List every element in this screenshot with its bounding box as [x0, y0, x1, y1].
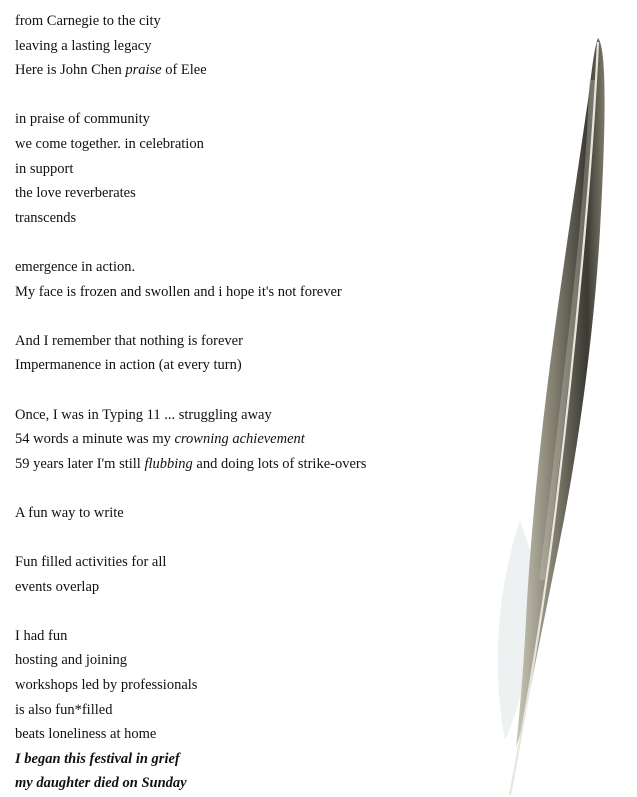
- line-text: A fun way to write: [15, 504, 124, 521]
- poem-line: [15, 722, 485, 747]
- line-text: emergence in action.: [15, 258, 136, 275]
- poem-line: [15, 624, 485, 649]
- line-text: beats loneliness at home: [15, 726, 157, 743]
- poem-line: [15, 771, 485, 796]
- line-text: Fun filled activities for all: [15, 554, 167, 571]
- line-text: and doing lots of strike-overs: [192, 455, 367, 472]
- poem-line: [15, 550, 485, 575]
- line-text: Here is John Chen: [15, 62, 126, 79]
- line-text: is also fun*filled: [15, 701, 113, 718]
- poem-line: [15, 107, 485, 132]
- emphasized-text: I began this festival in grief: [15, 750, 180, 767]
- poem-line: [15, 280, 485, 305]
- line-text: Once, I was in Typing 11 ... struggling away: [15, 406, 272, 423]
- poem-line: [15, 255, 485, 280]
- stanza-break: [15, 525, 485, 550]
- line-text: we come together. in celebration: [15, 135, 204, 152]
- emphasized-text: my daughter died on Sunday: [15, 775, 187, 792]
- line-text: leaving a lasting legacy: [15, 37, 152, 54]
- poem-text: [15, 9, 485, 796]
- stanza-break: [15, 378, 485, 403]
- poem-line: [15, 501, 485, 526]
- stanza-break: [15, 83, 485, 108]
- line-text: 54 words a minute was my: [15, 431, 175, 448]
- poem-line: [15, 403, 485, 428]
- line-text: My face is frozen and swollen and i hope it's not forever: [15, 283, 342, 300]
- poem-line: [15, 157, 485, 182]
- stanza-break: [15, 599, 485, 624]
- stanza-break: [15, 304, 485, 329]
- emphasized-text: crowning achievement: [174, 431, 305, 448]
- line-text: 59 years later I'm still: [15, 455, 145, 472]
- line-text: in praise of community: [15, 111, 150, 128]
- line-text: And I remember that nothing is forever: [15, 332, 243, 349]
- stanza-break: [15, 476, 485, 501]
- line-text: in support: [15, 160, 74, 177]
- emphasized-text: flubbing: [144, 455, 193, 472]
- poem-line: [15, 181, 485, 206]
- feather-icon: [480, 20, 630, 795]
- poem-line: [15, 747, 485, 772]
- poem-line: [15, 673, 485, 698]
- stanza-break: [15, 230, 485, 255]
- poem-line: [15, 452, 485, 477]
- line-text: of Elee: [161, 62, 207, 79]
- poem-line: [15, 34, 485, 59]
- poem-line: [15, 648, 485, 673]
- poem-line: [15, 353, 485, 378]
- poem-line: [15, 575, 485, 600]
- line-text: events overlap: [15, 578, 100, 595]
- poem-line: [15, 58, 485, 83]
- line-text: from Carnegie to the city: [15, 13, 161, 29]
- line-text: hosting and joining: [15, 652, 127, 669]
- line-text: Impermanence in action (at every turn): [15, 357, 242, 374]
- poem-line: [15, 698, 485, 723]
- poem-line: [15, 329, 485, 354]
- poem-line: [15, 132, 485, 157]
- line-text: workshops led by professionals: [15, 677, 198, 694]
- poem-line: [15, 206, 485, 231]
- poem-line: [15, 9, 485, 34]
- emphasized-text: praise: [125, 62, 162, 79]
- line-text: transcends: [15, 209, 77, 226]
- poem-line: [15, 427, 485, 452]
- line-text: I had fun: [15, 627, 68, 644]
- line-text: the love reverberates: [15, 185, 136, 202]
